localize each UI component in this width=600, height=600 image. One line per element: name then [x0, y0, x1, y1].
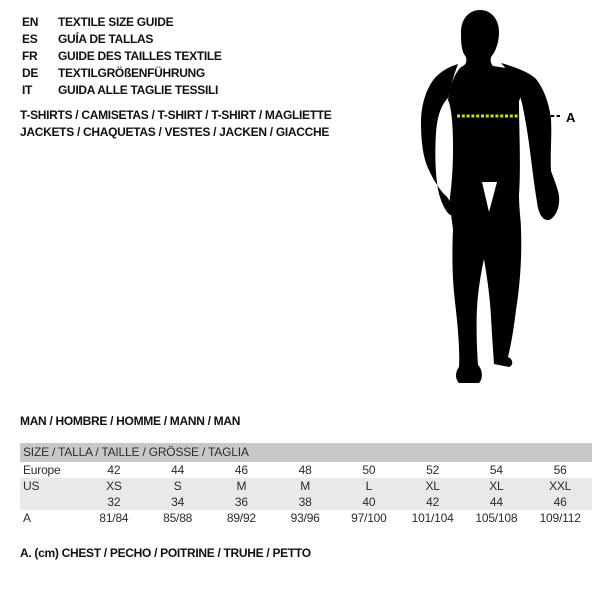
table-cell: XS	[106, 479, 122, 493]
table-cell: 101/104	[411, 511, 454, 525]
table-cell: 109/112	[539, 511, 581, 525]
language-label: TEXTILGRÖßENFÜHRUNG	[58, 65, 205, 80]
table-cell: 34	[171, 495, 185, 509]
measure-label-a: A	[566, 110, 576, 125]
size-table-header: SIZE / TALLA / TAILLE / GRÖSSE / TAGLIA	[20, 443, 592, 462]
table-cell: 36	[234, 495, 248, 509]
table-cell: 44	[171, 463, 185, 477]
table-cell: XL	[489, 479, 504, 493]
row-label: US	[23, 479, 40, 493]
table-cell: 44	[489, 495, 503, 509]
table-cell: 38	[298, 495, 312, 509]
table-row-us	[20, 478, 592, 494]
row-label: Europe	[23, 463, 61, 477]
list-item	[22, 47, 222, 64]
measurement-footnote: A. (cm) CHEST / PECHO / POITRINE / TRUHE / PETTO	[20, 546, 311, 560]
table-cell: 81/84	[99, 511, 129, 525]
table-cell: L	[365, 479, 373, 493]
table-cell: 46	[234, 463, 248, 477]
table-cell: 52	[426, 463, 440, 477]
language-guide-list	[22, 13, 222, 98]
table-cell: XL	[425, 479, 440, 493]
language-label: GUIDA ALLE TAGLIE TESSILI	[58, 82, 219, 97]
table-row-chest-a	[20, 510, 592, 526]
table-cell: 50	[362, 463, 376, 477]
language-label: TEXTILE SIZE GUIDE	[58, 14, 174, 29]
section-title-man: MAN / HOMBRE / HOMME / MANN / MAN	[20, 414, 241, 428]
table-cell: 40	[362, 495, 376, 509]
language-code: ES	[22, 31, 38, 46]
table-cell: 42	[107, 463, 121, 477]
size-table	[20, 443, 592, 526]
table-cell: 89/92	[226, 511, 256, 525]
table-cell: 56	[553, 463, 567, 477]
man-silhouette-figure	[403, 5, 583, 390]
language-code: FR	[22, 48, 38, 63]
language-label: GUÍA DE TALLAS	[58, 31, 154, 46]
category-line-tshirts: T-SHIRTS / CAMISETAS / T-SHIRT / T-SHIRT / MAGLIETTE	[20, 108, 332, 122]
table-cell: 105/108	[475, 511, 518, 525]
list-item	[22, 13, 222, 30]
table-cell: 54	[489, 463, 503, 477]
table-row-europe	[20, 462, 592, 478]
language-label: GUIDE DES TAILLES TEXTILE	[58, 48, 222, 63]
category-line-jackets: JACKETS / CHAQUETAS / VESTES / JACKEN / GIACCHE	[20, 125, 330, 139]
garment-categories	[20, 107, 332, 141]
list-item	[22, 81, 222, 98]
table-cell: M	[300, 479, 311, 493]
row-label	[20, 494, 82, 510]
list-item	[22, 64, 222, 81]
row-label: A	[23, 511, 31, 525]
language-code: IT	[22, 82, 33, 97]
table-cell: 46	[553, 495, 567, 509]
table-cell: XXL	[549, 479, 572, 493]
table-cell: 42	[426, 495, 440, 509]
table-cell: 48	[298, 463, 312, 477]
table-cell: M	[236, 479, 247, 493]
table-cell: S	[173, 479, 182, 493]
table-cell: 85/88	[163, 511, 193, 525]
list-item	[22, 30, 222, 47]
language-code: DE	[22, 65, 39, 80]
language-code: EN	[22, 14, 39, 29]
man-silhouette-body	[448, 10, 522, 383]
table-row-us-numeric	[20, 494, 592, 510]
table-cell: 32	[107, 495, 121, 509]
table-cell: 97/100	[351, 511, 387, 525]
table-cell: 93/96	[290, 511, 320, 525]
